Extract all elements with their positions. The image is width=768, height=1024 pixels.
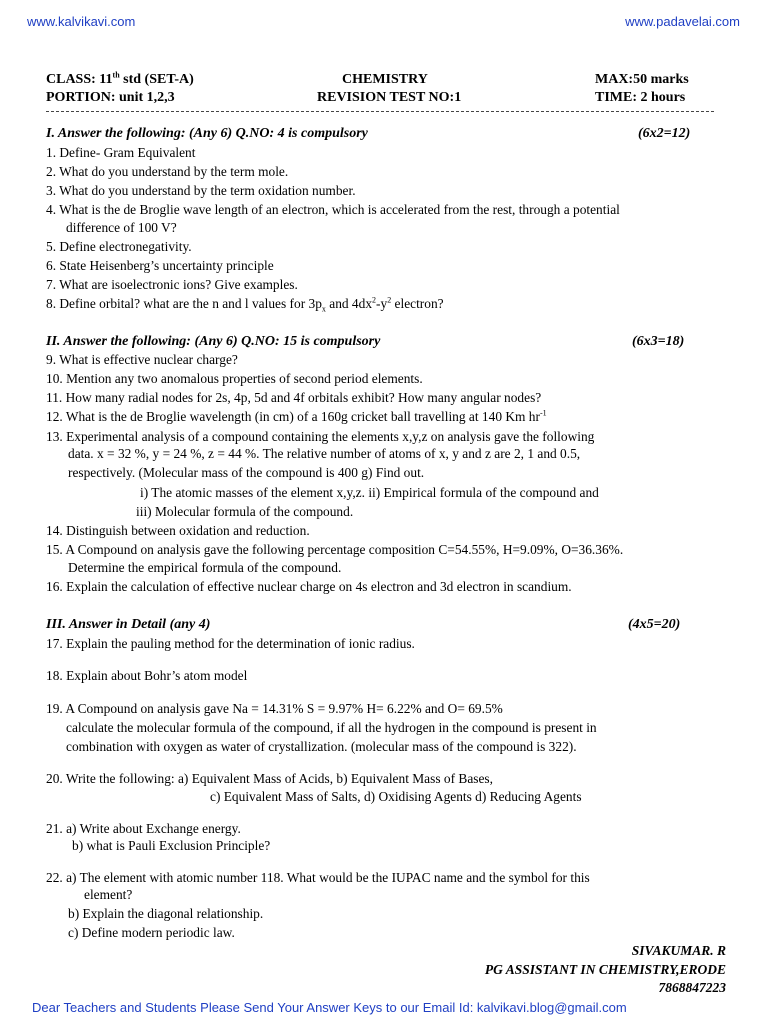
time-label: TIME: 2 hours (595, 90, 686, 105)
question-4-cont: difference of 100 V? (66, 220, 177, 235)
question-22c: c) Define modern periodic law. (68, 925, 235, 940)
question-10: 10. Mention any two anomalous properties of second period elements. (46, 371, 423, 386)
question-19-line2: calculate the molecular formula of the compound, if all the hydrogen in the compound is present in (66, 720, 597, 735)
kalvikavi-link[interactable]: www.kalvikavi.com (27, 14, 136, 29)
section3-marks: (4x5=20) (628, 617, 681, 632)
section2-marks: (6x3=18) (632, 334, 685, 349)
question-21a: 21. a) Write about Exchange energy. (46, 821, 241, 836)
question-1: 1. Define- Gram Equivalent (46, 145, 196, 160)
footer-note: Dear Teachers and Students Please Send Your Answer Keys to our Email Id: kalvikavi.blog@gmail.com (32, 1000, 627, 1015)
signature-name: SIVAKUMAR. R (631, 943, 726, 958)
question-13-line2: data. x = 32 %, y = 24 %, z = 44 %. The relative number of atoms of x, y and z are 2, 1 and 0.5, (68, 446, 581, 461)
question-22a: 22. a) The element with atomic number 118. What would be the IUPAC name and the symbol for this (46, 870, 590, 885)
question-9: 9. What is effective nuclear charge? (46, 352, 238, 367)
question-19-line3: combination with oxygen as water of crystallization. (molecular mass of the compound is 322). (66, 739, 577, 754)
question-3: 3. What do you understand by the term oxidation number. (46, 183, 356, 198)
class-label: CLASS: 11th std (SET-A) (46, 70, 194, 87)
signature-phone: 7868847223 (658, 980, 726, 995)
question-11: 11. How many radial nodes for 2s, 4p, 5d and 4f orbitals exhibit? How many angular nodes? (46, 390, 542, 405)
question-13-line3: respectively. (Molecular mass of the compound is 400 g) Find out. (68, 465, 425, 480)
question-22a-cont: element? (84, 887, 133, 902)
padavelai-link[interactable]: www.padavelai.com (625, 14, 740, 29)
section2-title: II. Answer the following: (Any 6) Q.NO: 15 is compulsory (46, 334, 381, 349)
section3-title: III. Answer in Detail (any 4) (46, 617, 211, 632)
max-marks-label: MAX:50 marks (595, 72, 689, 87)
question-18: 18. Explain about Bohr’s atom model (46, 668, 248, 683)
test-label: REVISION TEST NO:1 (317, 90, 462, 105)
question-8: 8. Define orbital? what are the n and l values for $3p_x$ and $4dx^2-y^2$ electron? (46, 295, 444, 314)
divider-line (46, 111, 714, 112)
question-7: 7. What are isoelectronic ions? Give examples. (46, 277, 298, 292)
question-20-line2: c) Equivalent Mass of Salts, d) Oxidising Agents d) Reducing Agents (210, 789, 582, 804)
question-22b: b) Explain the diagonal relationship. (68, 906, 264, 921)
question-20: 20. Write the following: a) Equivalent Mass of Acids, b) Equivalent Mass of Bases, (46, 771, 493, 786)
question-19: 19. A Compound on analysis gave Na = 14.31% S = 9.97% H= 6.22% and O= 69.5% (46, 701, 503, 716)
question-2: 2. What do you understand by the term mole. (46, 164, 289, 179)
section1-title: I. Answer the following: (Any 6) Q.NO: 4 is compulsory (46, 126, 368, 141)
question-6: 6. State Heisenberg’s uncertainty principle (46, 258, 274, 273)
question-5: 5. Define electronegativity. (46, 239, 192, 254)
question-4: 4. What is the de Broglie wave length of an electron, which is accelerated from the rest, through a potential (46, 202, 620, 217)
question-21b: b) what is Pauli Exclusion Principle? (72, 838, 271, 853)
question-14: 14. Distinguish between oxidation and reduction. (46, 523, 310, 538)
section1-marks: (6x2=12) (638, 126, 691, 141)
question-17: 17. Explain the pauling method for the determination of ionic radius. (46, 636, 415, 651)
question-13-line4: i) The atomic masses of the element x,y,z. ii) Empirical formula of the compound and (140, 485, 599, 500)
question-13: 13. Experimental analysis of a compound containing the elements x,y,z on analysis gave the following (46, 429, 595, 444)
question-15: 15. A Compound on analysis gave the following percentage composition C=54.55%, H=9.09%, O=36.36%. (46, 542, 624, 557)
question-16: 16. Explain the calculation of effective nuclear charge on 4s electron and 3d electron in scandium. (46, 579, 572, 594)
portion-label: PORTION: unit 1,2,3 (46, 90, 175, 105)
signature-title: PG ASSISTANT IN CHEMISTRY,ERODE (484, 962, 726, 977)
subject-label: CHEMISTRY (342, 72, 428, 87)
question-12: 12. What is the de Broglie wavelength (in cm) of a 160g cricket ball travelling at 140 Km $hr^{-1}$ (46, 408, 547, 424)
question-15-cont: Determine the empirical formula of the compound. (68, 560, 342, 575)
question-13-line5: iii) Molecular formula of the compound. (136, 504, 354, 519)
